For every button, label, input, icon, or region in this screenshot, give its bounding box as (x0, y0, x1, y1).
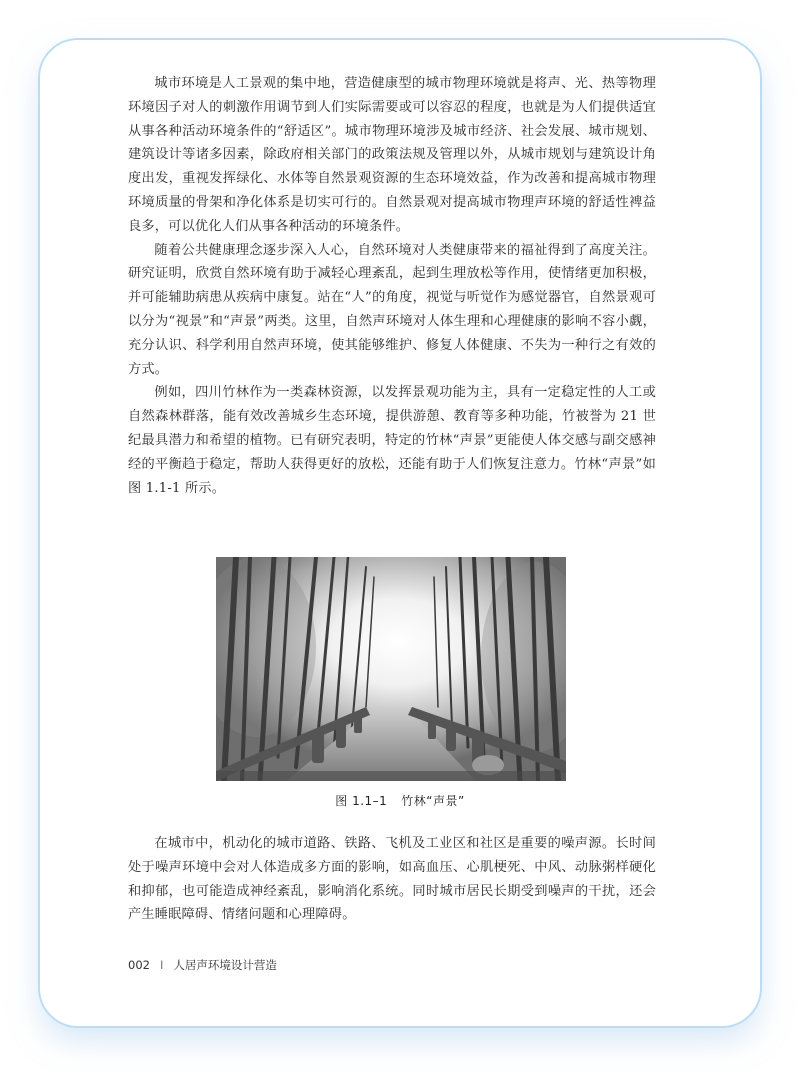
footer-separator: I (159, 958, 164, 972)
figure-caption (0, 792, 800, 809)
paragraph-4: 在城市中，机动化的城市道路、铁路、飞机及工业区和社区是重要的噪声源。长时间处于噪声环境中会对人体造成多方面的影响，如高血压、心肌梗死、中风、动脉粥样硬化和抑郁，也可能造成神经紊乱，影响消化系统。同时城市居民长期受到噪声的干扰，还会产生睡眠障碍、情绪问题和心理障碍。 (128, 836, 656, 923)
book-title: 人居声环境设计营造 (173, 958, 277, 972)
body-text-bottom (128, 832, 656, 927)
bamboo-forest-photo (216, 557, 566, 781)
figure-title: 竹林“声景” (401, 794, 465, 808)
figure-number: 图 1.1–1 (335, 794, 388, 808)
body-text-top (128, 72, 656, 500)
paragraph-3: 例如，四川竹林作为一类森林资源，以发挥景观功能为主，具有一定稳定性的人工或自然森林群落，能有效改善城乡生态环境，提供游憩、教育等多种功能，竹被誉为 21 世纪最具潜力和希望的植物。已有研究表明，特定的竹林“声景”更能使人体交感与副交感神经的平衡趋于稳定，帮助人获得更好的放松，还能有助于人们恢复注意力。竹林“声景”如图 1.1-1 所示。 (128, 385, 656, 496)
paragraph-1: 城市环境是人工景观的集中地，营造健康型的城市物理环境就是将声、光、热等物理环境因子对人的刺激作用调节到人们实际需要或可以容忍的程度，也就是为人们提供适宜从事各种活动环境条件的“舒适区”。城市物理环境涉及城市经济、社会发展、城市规划、建筑设计等诸多因素，除政府相关部门的政策法规及管理以外，从城市规划与建筑设计角度出发，重视发挥绿化、水体等自然景观资源的生态环境效益，作为改善和提高城市物理环境质量的骨架和净化体系是切实可行的。自然景观对提高城市物理声环境的舒适性裨益良多，可以优化人们从事各种活动的环境条件。 (128, 76, 656, 234)
page-number: 002 (128, 958, 150, 972)
paragraph-2: 随着公共健康理念逐步深入人心，自然环境对人类健康带来的福祉得到了高度关注。研究证明，欣赏自然环境有助于减轻心理紊乱，起到生理放松等作用，使情绪更加积极，并可能辅助病患从疾病中康复。站在“人”的角度，视觉与听觉作为感觉器官，自然景观可以分为“视景”和“声景”两类。这里，自然声环境对人体生理和心理健康的影响不容小觑，充分认识、科学利用自然声环境，使其能够维护、修复人体健康、不失为一种行之有效的方式。 (128, 242, 656, 377)
page-footer (128, 957, 277, 973)
